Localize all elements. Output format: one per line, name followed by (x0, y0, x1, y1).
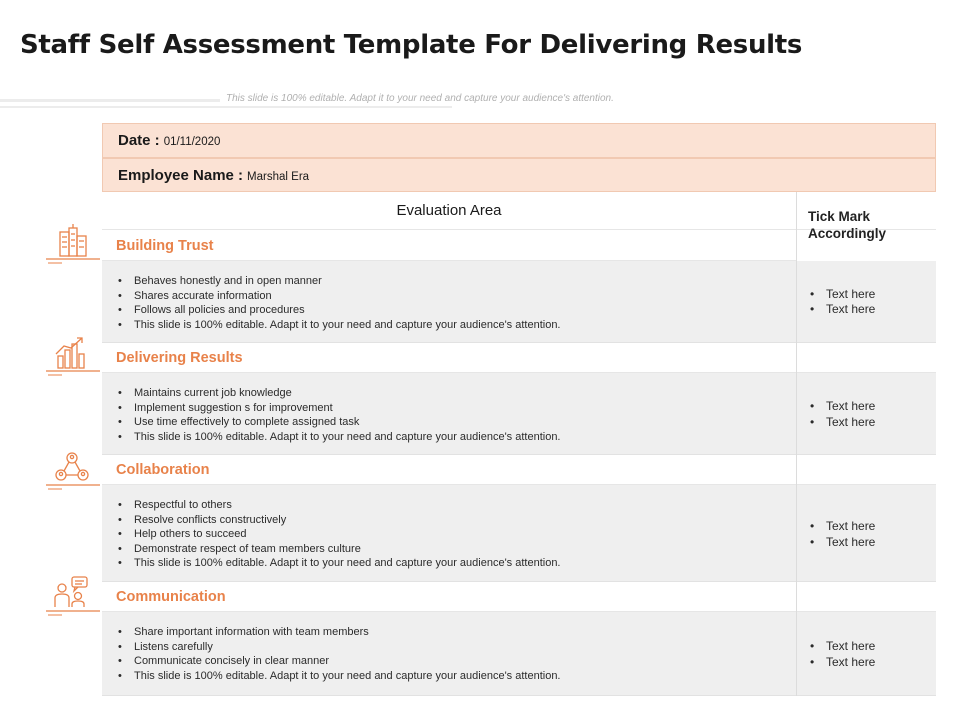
tick-header-line: Accordingly (808, 226, 887, 241)
tick-item: • Text here (810, 414, 875, 430)
tick-header-line: Tick Mark (808, 209, 871, 224)
subtitle-divider (0, 106, 452, 108)
page-title: Staff Self Assessment Template For Delivering Results (20, 30, 803, 60)
list-item: • Follows all policies and procedures (118, 303, 561, 318)
tick-item: • Text here (810, 398, 875, 414)
bullet-list (118, 498, 561, 571)
bullet-list (118, 274, 561, 332)
list-item: • Maintains current job knowledge (118, 386, 561, 401)
list-item: • Demonstrate respect of team members culture (118, 542, 561, 557)
subtitle-divider (0, 99, 220, 102)
list-item: • Implement suggestion s for improvement (118, 401, 561, 416)
section-label-delivering-results: Delivering Results (116, 350, 243, 366)
evaluation-area-header: Evaluation Area (102, 192, 796, 230)
list-item: • Listens carefully (118, 640, 561, 655)
date-row (102, 123, 936, 158)
list-item: • Communicate concisely in clear manner (118, 654, 561, 669)
tick-mark-header (808, 208, 886, 242)
section-label-building-trust: Building Trust (116, 238, 214, 254)
section-label-collaboration: Collaboration (116, 462, 210, 478)
tick-item: • Text here (810, 654, 875, 670)
tick-list (810, 398, 875, 430)
tick-list (810, 518, 875, 550)
subtitle: This slide is 100% editable. Adapt it to your need and capture your audience's attention. (226, 93, 614, 104)
list-item: • Share important information with team members (118, 625, 561, 640)
employee-value: Marshal Era (247, 171, 310, 183)
list-item: • Help others to succeed (118, 527, 561, 542)
tick-item: • Text here (810, 518, 875, 534)
list-item: • Respectful to others (118, 498, 561, 513)
team-network-icon (44, 448, 100, 490)
list-item: • This slide is 100% editable. Adapt it to your need and capture your audience's attention. (118, 556, 561, 571)
bullet-list (118, 386, 561, 444)
tick-list (810, 287, 875, 317)
date-value: 01/11/2020 (163, 136, 221, 148)
section-label-communication: Communication (116, 589, 226, 605)
list-item: • Use time effectively to complete assigned task (118, 415, 561, 430)
city-buildings-icon (44, 222, 100, 264)
list-item: • Resolve conflicts constructively (118, 513, 561, 528)
tick-item: • Text here (810, 534, 875, 550)
list-item: • Behaves honestly and in open manner (118, 274, 561, 289)
bullet-list (118, 625, 561, 683)
date-label: Date : (118, 132, 160, 149)
tick-item: • Text here (810, 302, 875, 317)
list-item: • This slide is 100% editable. Adapt it to your need and capture your audience's attention. (118, 669, 561, 684)
tick-list (810, 638, 875, 670)
list-item: • Shares accurate information (118, 289, 561, 304)
category-row (102, 582, 936, 612)
list-item: • This slide is 100% editable. Adapt it to your need and capture your audience's attention. (118, 430, 561, 445)
bar-chart-growth-icon (44, 334, 100, 376)
category-row (102, 455, 936, 485)
people-chat-icon (44, 574, 100, 616)
employee-row (102, 158, 936, 192)
employee-label: Employee Name : (118, 167, 244, 184)
tick-item: • Text here (810, 287, 875, 302)
tick-item: • Text here (810, 638, 875, 654)
column-divider (796, 192, 797, 696)
list-item: • This slide is 100% editable. Adapt it to your need and capture your audience's attention. (118, 318, 561, 333)
